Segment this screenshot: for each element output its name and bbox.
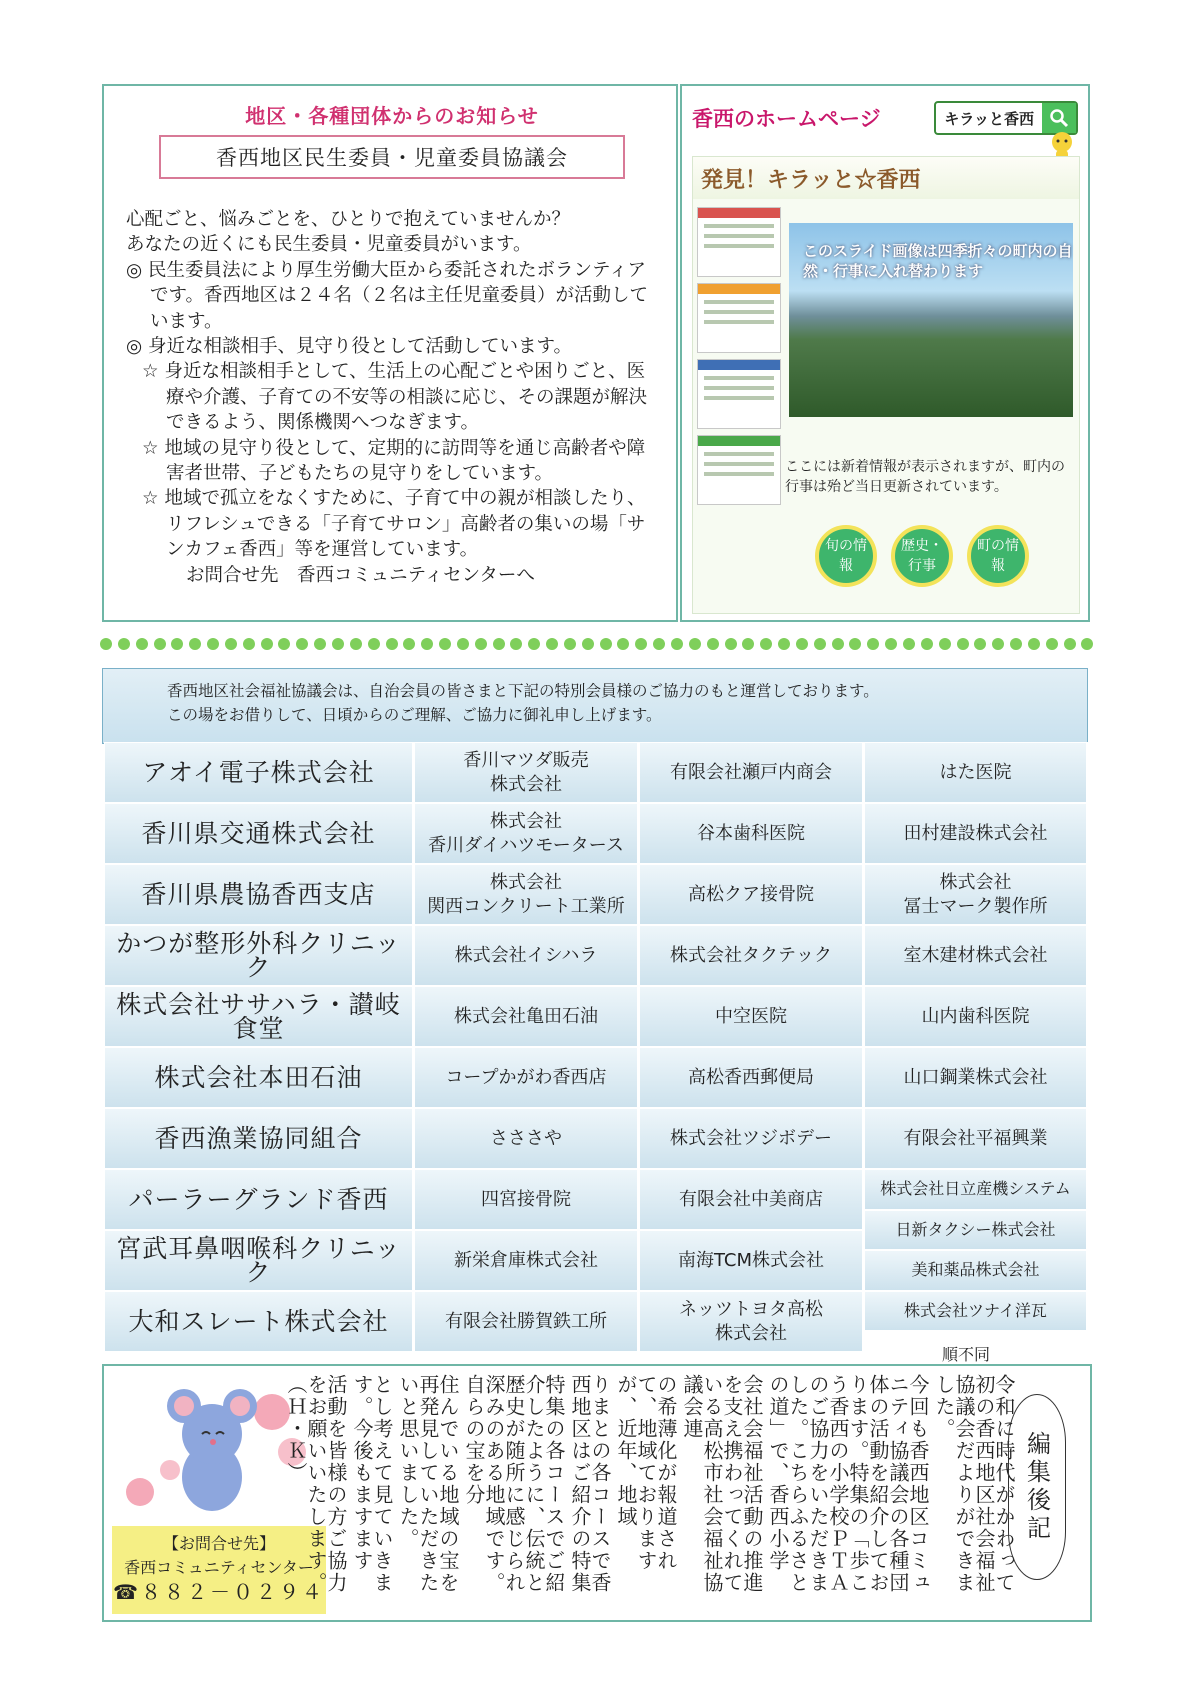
divider-dot <box>368 638 380 650</box>
sponsor-cell: 株式会社日立産機システム <box>864 1169 1088 1210</box>
sponsor-cell: 有限会社瀬戸内商会 <box>639 742 864 803</box>
divider-dot <box>457 638 469 650</box>
sponsor-row <box>104 925 1088 986</box>
divider-dot <box>439 638 451 650</box>
editor-panel <box>102 1364 1092 1622</box>
sponsor-grid <box>104 742 1088 1352</box>
notice-point: ◎ 身近な相談相手、見守り役として活動しています。 <box>126 336 573 358</box>
divider-dot <box>546 638 558 650</box>
sponsor-cell: 南海TCM株式会社 <box>639 1230 864 1291</box>
sponsor-cell: 有限会社勝賀鉄工所 <box>414 1291 639 1352</box>
sponsor-cell: 新栄倉庫株式会社 <box>414 1230 639 1291</box>
divider-dot <box>1028 638 1040 650</box>
divider-dot <box>118 638 130 650</box>
site-logo: 発見！キラッと☆香西 <box>701 166 921 193</box>
circle-button-history[interactable]: 歴史・行事 <box>891 525 953 587</box>
editor-title: 編集後記 <box>1008 1394 1066 1580</box>
divider-dot <box>671 638 683 650</box>
divider-dot <box>832 638 844 650</box>
divider-dot <box>314 638 326 650</box>
editor-paragraph: 活動を皆様の方ご協力をお願いいたします。（Ｈ・Ｋ） <box>284 1374 348 1594</box>
divider-dot <box>725 638 737 650</box>
slide-photo <box>789 223 1073 417</box>
sponsor-cell: 宮武耳鼻咽喉科クリニック <box>104 1230 414 1291</box>
sponsor-cell: 山内歯科医院 <box>864 986 1088 1047</box>
sponsor-cell: 株式会社本田石油 <box>104 1047 414 1108</box>
divider-dot <box>171 638 183 650</box>
divider-dot <box>617 638 629 650</box>
divider-dot <box>689 638 701 650</box>
divider-dot <box>778 638 790 650</box>
sponsor-cell: 日新タクシー株式会社 <box>864 1210 1088 1251</box>
sponsor-cell: 株式会社 冨士マーク製作所 <box>864 864 1088 925</box>
sponsor-cell: 株式会社 香川ダイハツモータース <box>414 803 639 864</box>
sponsor-cell: 室木建材株式会社 <box>864 925 1088 986</box>
editor-paragraph: りまとの各コースで香西地区はご紹介の特集 <box>568 1374 612 1594</box>
editor-paragraph: 今回も香西地区コミュニティ協議会の各種団体の活動を紹介しております。特集の「歩こう香西の小学校ＰＴＡのご協力をいただきました。こちらふるさとの道」で、香西小学 <box>766 1374 930 1594</box>
notice-point: ◎ 民生委員法により厚生労働大臣から委託されたボランティアです。香西地区は２４名（２名は主任児童委員）が活動しています。 <box>126 259 649 332</box>
sponsor-cell: 大和スレート株式会社 <box>104 1291 414 1352</box>
sponsor-cell: 高松香西郵便局 <box>639 1047 864 1108</box>
divider-dot <box>332 638 344 650</box>
site-banner <box>693 157 1079 199</box>
sponsor-row <box>104 1047 1088 1108</box>
editor-paragraph: 会社会福祉活動の推進を支え携わってくれている高松市社会福祉協議会連 <box>680 1374 764 1594</box>
notice-panel <box>102 84 678 622</box>
divider-dot <box>760 638 772 650</box>
divider-dot <box>296 638 308 650</box>
divider-dot <box>421 638 433 650</box>
sponsor-cell: アオイ電子株式会社 <box>104 742 414 803</box>
homepage-header <box>692 94 1078 142</box>
photo-caption: このスライド画像は四季折々の町内の自然・行事に入れ替わります <box>803 242 1073 280</box>
divider-dot <box>742 638 754 650</box>
homepage-title: 香西のホームページ <box>692 107 881 131</box>
sponsor-cell: 株式会社ツナイ洋瓦 <box>864 1291 1088 1332</box>
sponsor-intro-line: この場をお借りして、日頃からのご理解、ご協力に御礼申し上げます。 <box>167 706 662 724</box>
sponsor-cell: 高松クア接骨院 <box>639 864 864 925</box>
divider-dot <box>278 638 290 650</box>
divider-dot <box>243 638 255 650</box>
editor-paragraph: 令和に時代がかわって初の香西地区社会福祉協議会だよりができました。 <box>932 1374 1016 1594</box>
sponsor-intro <box>102 668 1088 744</box>
divider-dot <box>600 638 612 650</box>
divider-dot <box>974 638 986 650</box>
divider-dot <box>261 638 273 650</box>
notice-contact: お問合せ先 香西コミュニティセンターへ <box>186 564 535 586</box>
contact-label: 【お問合せ先】 <box>162 1534 275 1553</box>
order-note: 順不同 <box>942 1345 991 1364</box>
sponsor-row <box>104 1230 864 1291</box>
sponsor-cell: 株式会社亀田石油 <box>414 986 639 1047</box>
divider-dot <box>403 638 415 650</box>
sponsor-cell: 谷本歯科医院 <box>639 803 864 864</box>
sponsor-row <box>104 1108 1088 1169</box>
sponsor-cell: 有限会社中美商店 <box>639 1169 864 1230</box>
news-note: ここには新着情報が表示されますが、町内の行事は殆ど当日更新されています。 <box>785 459 1065 495</box>
editor-paragraph: の希薄化が報道されて、地域ておりますが、近年、地域 <box>614 1374 678 1572</box>
sponsor-cell: 株式会社イシハラ <box>414 925 639 986</box>
sponsor-cell: かつが整形外科クリニック <box>104 925 414 986</box>
divider-dot <box>100 638 112 650</box>
divider-dot <box>225 638 237 650</box>
sidebar-menu <box>697 435 781 505</box>
divider-dot <box>796 638 808 650</box>
sponsor-cell: 美和薬品株式会社 <box>864 1250 1088 1291</box>
divider-dot <box>921 638 933 650</box>
divider-dot <box>849 638 861 650</box>
sponsor-cell: 香川マツダ販売 株式会社 <box>414 742 639 803</box>
divider-dot <box>635 638 647 650</box>
divider-dot <box>493 638 505 650</box>
notice-star: ☆ 地域で孤立をなくすために、子育て中の親が相談したり、リフレシュできる「子育てサロン」高齢者の集いの場「サンカフェ香西」等を運営しています。 <box>142 488 646 561</box>
notice-header: 地区・各種団体からのお知らせ <box>245 104 539 128</box>
sponsor-tail <box>104 1169 1088 1352</box>
sponsor-cell: 四宮接骨院 <box>414 1169 639 1230</box>
editor-text <box>284 1374 1016 1614</box>
divider-dot <box>992 638 1004 650</box>
circle-button-town[interactable]: 町の情報 <box>967 525 1029 587</box>
divider-dot <box>1010 638 1022 650</box>
divider-dot <box>475 638 487 650</box>
divider-dot <box>707 638 719 650</box>
editor-paragraph: 特集の各コースでご紹介したように、伝統と歴史が随所に感じられ深みのある地域です。自らの宝を分 <box>462 1374 566 1594</box>
notice-line: あなたの近くにも民生委員・児童委員がいます。 <box>126 234 532 256</box>
sponsor-cell: 田村建設株式会社 <box>864 803 1088 864</box>
notice-title: 香西地区民生委員・児童委員協議会 <box>159 135 625 179</box>
site-sidebar <box>697 207 781 511</box>
sponsor-row <box>104 742 1088 803</box>
sponsor-row <box>104 864 1088 925</box>
divider-dot <box>903 638 915 650</box>
sponsor-cell: 香川県交通株式会社 <box>104 803 414 864</box>
sponsor-row <box>104 986 1088 1047</box>
divider-dot <box>386 638 398 650</box>
divider-dot <box>957 638 969 650</box>
sponsor-row <box>104 803 1088 864</box>
homepage-screenshot <box>692 156 1080 614</box>
homepage-panel <box>680 84 1090 622</box>
sidebar-menu <box>697 359 781 429</box>
divider-dot <box>528 638 540 650</box>
sponsor-cell: 株式会社 関西コンクリート工業所 <box>414 864 639 925</box>
sponsor-cell: 株式会社ササハラ・讃岐食堂 <box>104 986 414 1047</box>
divider-dot <box>653 638 665 650</box>
divider-dot <box>1064 638 1076 650</box>
contact-tel: ☎８８２－０２９４ <box>113 1580 325 1604</box>
contact-name: 香西コミュニティセンター <box>124 1558 314 1577</box>
notice-star: ☆ 地域の見守り役として、定期的に訪問等を通じ高齢者や障害者世帯、子どもたちの見守りをしています。 <box>142 437 646 485</box>
dotted-divider <box>100 638 1094 652</box>
notice-star: ☆ 身近な相談相手として、生活上の心配ごとや困りごと、医療や介護、子育ての不安等の相談に応じ、その課題が解決できるよう、関係機関へつなぎます。 <box>142 361 648 434</box>
sponsor-cell: パーラーグランド香西 <box>104 1169 414 1230</box>
sponsor-cell: 株式会社タクテック <box>639 925 864 986</box>
search-text: キラッと香西 <box>944 109 1034 128</box>
divider-dot <box>939 638 951 650</box>
sponsor-cell: はた医院 <box>864 742 1088 803</box>
sponsor-cell: 株式会社ツジボデー <box>639 1108 864 1169</box>
editor-paragraph: とし考えて見ていきます。今後もますます <box>350 1374 394 1594</box>
sponsor-cell: コープかがわ香西店 <box>414 1047 639 1108</box>
divider-dot <box>154 638 166 650</box>
sponsor-cell: 山口鋼業株式会社 <box>864 1047 1088 1108</box>
search-icon[interactable] <box>1042 103 1076 133</box>
sponsor-cell: 有限会社平福興業 <box>864 1108 1088 1169</box>
divider-dot <box>885 638 897 650</box>
sponsor-cell: ネッツトヨタ高松 株式会社 <box>639 1291 864 1352</box>
sponsor-cell: 香西漁業協同組合 <box>104 1108 414 1169</box>
divider-dot <box>350 638 362 650</box>
circle-button-seasonal[interactable]: 旬の情報 <box>815 525 877 587</box>
sponsor-row <box>104 1169 864 1230</box>
divider-dot <box>510 638 522 650</box>
sidebar-menu <box>697 207 781 277</box>
editor-paragraph: 住んでいる地域の宝を再発見していただきたいと思いました。 <box>396 1374 460 1594</box>
sponsor-cell: 中空医院 <box>639 986 864 1047</box>
divider-dot <box>189 638 201 650</box>
sponsor-cell: 香川県農協香西支店 <box>104 864 414 925</box>
sponsor-cell: さささや <box>414 1108 639 1169</box>
divider-dot <box>867 638 879 650</box>
notice-body <box>126 207 658 588</box>
divider-dot <box>1081 638 1093 650</box>
sponsor-row <box>104 1291 864 1352</box>
divider-dot <box>582 638 594 650</box>
divider-dot <box>814 638 826 650</box>
divider-dot <box>1046 638 1058 650</box>
circle-buttons <box>815 525 1029 587</box>
notice-line: 心配ごと、悩みごとを、ひとりで抱えていませんか？ <box>126 209 571 230</box>
divider-dot <box>564 638 576 650</box>
sponsor-intro-line: 香西地区社会福祉協議会は、自治会員の皆さまと下記の特別会員様のご協力のもと運営しております。 <box>167 682 879 700</box>
divider-dot <box>136 638 148 650</box>
sidebar-menu <box>697 283 781 353</box>
divider-dot <box>207 638 219 650</box>
